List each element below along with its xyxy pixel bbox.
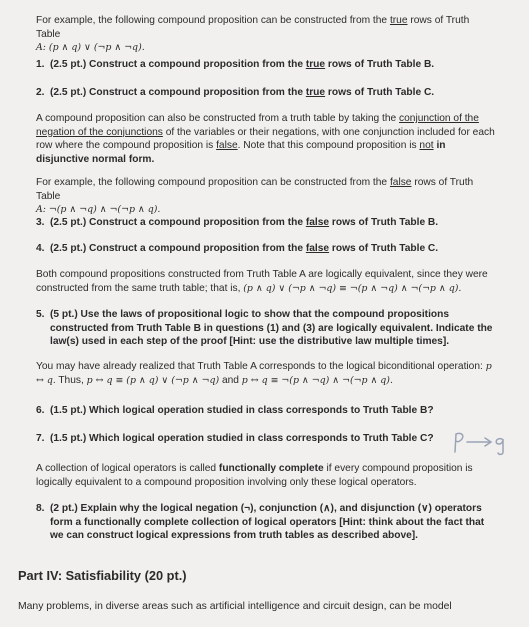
paragraph-text: You may have already realized that Truth Table A corresponds to the logical biconditional operation: (36, 361, 483, 372)
question-text: (5 pt.) Use the laws of propositional logic to show that the compound propositions constructed from Truth Table B in questions (1) and (3) are logically equivalent. Indicate the law(s) used in each step of the proof [Hint: use the distributive law multiple times]. (50, 309, 493, 348)
question-4 (36, 242, 496, 256)
question-text: (2.5 pt.) Construct a compound proposition from the (50, 243, 303, 254)
false-word: false (389, 177, 412, 188)
formula: p ↔ q ≡ ¬(p ∧ ¬q) ∧ ¬(¬p ∧ q). (241, 374, 393, 386)
underlined-word: true (305, 59, 326, 70)
underlined-word: false (305, 243, 330, 254)
handwritten-answer (452, 430, 510, 456)
bold-term: functionally complete (218, 463, 324, 474)
paragraph-text: . Note that this compound proposition is (237, 140, 417, 152)
question-text: (2.5 pt.) Construct a compound proposition from the (50, 59, 303, 70)
question-text: (1.5 pt.) Which logical operation studied in class corresponds to Truth Table B? (50, 405, 434, 416)
intro-paragraph-true (36, 14, 496, 55)
paragraph-text: Both compound propositions constructed from Truth Table A are logically equivalent, since they were constructed from the same truth table; that is, (36, 269, 488, 294)
paragraph-text: if every compound proposition is logically equivalent to a compound proposition involving only these logical operators. (36, 463, 473, 488)
question-text-tail: rows of Truth Table C. (327, 87, 435, 98)
paragraph-text: . Thus, (52, 374, 84, 386)
intro-text-tail: rows of Truth Table (36, 177, 474, 202)
question-7 (36, 432, 496, 446)
question-number: 8. (36, 503, 45, 514)
true-word: true (389, 15, 408, 26)
question-2 (36, 86, 496, 100)
question-number: 7. (36, 433, 45, 444)
question-6 (36, 404, 496, 418)
paragraph-text: A collection of logical operators is called (36, 463, 217, 474)
formula-cnf-example: A: ¬(p ∧ ¬q) ∧ ¬(¬p ∧ q). (36, 204, 161, 216)
formula: p ↔ q (36, 361, 492, 386)
question-text: (1.5 pt.) Which logical operation studied in class corresponds to Truth Table C? (50, 433, 434, 444)
question-number: 6. (36, 405, 45, 416)
question-1 (36, 58, 496, 72)
paragraph-text: A compound proposition can also be constructed from a truth table by taking the (36, 113, 397, 124)
equivalence-paragraph (36, 268, 496, 295)
underlined-word: true (305, 87, 326, 98)
question-text: (2 pt.) Explain why the logical negation (¬), conjunction (∧), and disjunction (∨) operators form a functionally complete collection of logical operators [Hint: think about the fact that we can construct logical expressions from truth tables as described above]. (50, 503, 485, 542)
formula: p ↔ q ≡ (p ∧ q) ∨ (¬p ∧ ¬q) (86, 374, 220, 386)
question-text-tail: rows of Truth Table B. (331, 217, 439, 228)
biconditional-paragraph (36, 360, 496, 387)
question-number: 1. (36, 59, 45, 70)
intro-paragraph-false (36, 176, 496, 217)
question-5 (36, 308, 496, 349)
question-number: 5. (36, 309, 45, 320)
question-text: (2.5 pt.) Construct a compound proposition from the (50, 217, 303, 228)
underlined-phrase: conjunction of the negation of the conjunctions (36, 113, 479, 138)
intro-text: For example, the following compound proposition can be constructed from the (36, 177, 388, 188)
paragraph-text: in disjunctive normal form. (36, 140, 446, 165)
paragraph-text: of the variables or their negations, with one conjunction included for each row where the compound proposition is (36, 126, 495, 152)
question-text-tail: rows of Truth Table C. (331, 243, 439, 254)
question-number: 4. (36, 243, 45, 254)
paragraph-text: and (221, 374, 239, 386)
formula-dnf-example: A: (p ∧ q) ∨ (¬p ∧ ¬q). (36, 42, 145, 54)
question-8 (36, 502, 496, 543)
underlined-word: false (305, 217, 330, 228)
underlined-word: not (419, 140, 434, 152)
equivalence-formula: (p ∧ q) ∨ (¬p ∧ ¬q) ≡ ¬(p ∧ ¬q) ∧ ¬(¬p ∧ q). (243, 282, 462, 294)
question-text: (2.5 pt.) Construct a compound proposition from the (50, 87, 303, 98)
functional-completeness-paragraph (36, 462, 496, 489)
question-number: 2. (36, 87, 45, 98)
intro-text: For example, the following compound proposition can be constructed from the (36, 15, 388, 26)
underlined-word: false (216, 140, 238, 152)
question-3 (36, 216, 496, 230)
question-number: 3. (36, 217, 45, 228)
question-text-tail: rows of Truth Table B. (327, 59, 435, 70)
conjunction-method-paragraph (36, 112, 496, 166)
intro-text-tail: rows of Truth Table (36, 15, 470, 40)
section-heading: Part IV: Satisfiability (20 pt.) (18, 568, 187, 583)
truncated-paragraph: Many problems, in diverse areas such as artificial intelligence and circuit design, can be model (18, 601, 452, 612)
